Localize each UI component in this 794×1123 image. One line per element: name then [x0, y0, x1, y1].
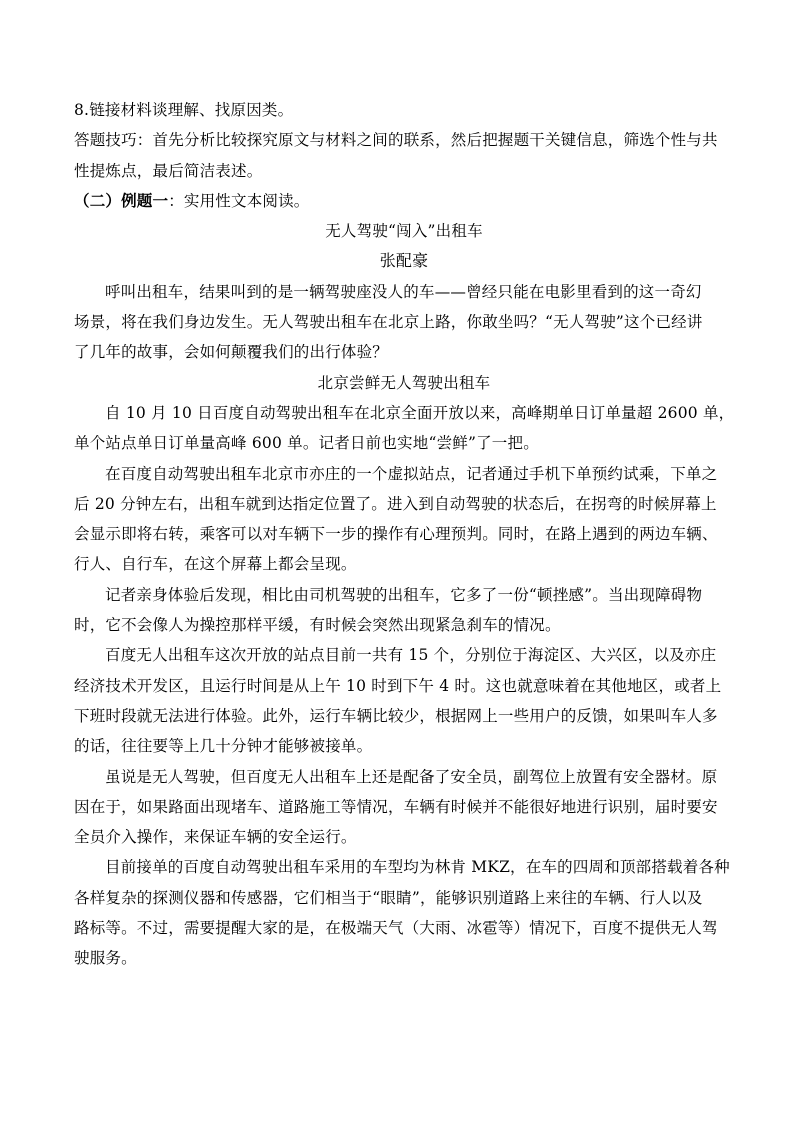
article-subheading: 北京尝鲜无人驾驶出租车 — [317, 373, 491, 392]
section-heading-8: 8.链接材料谈理解、找原因类。 — [74, 101, 294, 119]
p5-line-3: 全员介入操作，来保证车辆的安全运行。 — [74, 828, 357, 847]
p4-line-2: 经济技术开发区，且运行时间是从上午 10 时到下午 4 时。这也就意味着在其他地区，或者上 — [74, 676, 722, 695]
article-author: 张配豪 — [379, 251, 429, 271]
document-body — [74, 95, 734, 974]
p6-line-4: 驶服务。 — [74, 949, 137, 968]
example-heading — [74, 186, 734, 216]
p4-line-1: 百度无人出租车这次开放的站点目前一共有 15 个，分别位于海淀区、大兴区，以及亦庄 — [105, 646, 717, 665]
p1-line-1: 自 10 月 10 日百度自动驾驶出租车在北京全面开放以来，高峰期单日订单量超 2600 单， — [105, 403, 735, 422]
article-title: 无人驾驶“闯入”出租车 — [325, 222, 483, 241]
p4-line-3: 下班时段就无法进行体验。此外，运行车辆比较少，根据网上一些用户的反馈，如果叫车人多 — [74, 706, 718, 725]
p5-line-2: 因在于，如果路面出现堵车、道路施工等情况，车辆有时候并不能很好地进行识别，届时要安 — [74, 797, 718, 816]
p4-line-4: 的话，往往要等上几十分钟才能够被接单。 — [74, 737, 373, 756]
intro-line-3: 了几年的故事，会如何颠覆我们的出行体验？ — [74, 343, 389, 362]
p2-line-2: 后 20 分钟左右，出租车就到达指定位置了。进入到自动驾驶的状态后，在拐弯的时候屏幕上 — [74, 494, 717, 513]
p2-line-4: 行人、自行车，在这个屏幕上都会呈现。 — [74, 555, 357, 574]
intro-line-1: 呼叫出租车，结果叫到的是一辆驾驶座没人的车——曾经只能在电影里看到的这一奇幻 — [105, 282, 702, 301]
p5-line-1: 虽说是无人驾驶，但百度无人出租车上还是配备了安全员，副驾位上放置有安全器材。原 — [105, 767, 718, 786]
p6-line-1: 目前接单的百度自动驾驶出租车采用的车型均为林肯 MKZ，在车的四周和顶部搭载着各种 — [105, 858, 730, 877]
p2-line-3: 会显示即将右转，乘客可以对车辆下一步的操作有心理预判。同时，在路上遇到的两边车辆、 — [74, 525, 718, 544]
intro-line-2: 场景，将在我们身边发生。无人驾驶出租车在北京上路，你敢坐吗？“无人驾驶”这个已经讲 — [74, 313, 703, 332]
p3-line-1: 记者亲身体验后发现，相比由司机驾驶的出租车，它多了一份“顿挫感”。当出现障碍物 — [105, 585, 703, 604]
p3-line-2: 时，它不会像人为操控那样平缓，有时候会突然出现紧急刹车的情况。 — [74, 616, 561, 635]
answer-tip-line-2: 性提炼点，最后简洁表述。 — [74, 161, 263, 180]
example-heading-text: ：实用性文本阅读。 — [168, 191, 310, 210]
p6-line-3: 路标等。不过，需要提醒大家的是，在极端天气（大雨、冰雹等）情况下，百度不提供无人驾 — [74, 919, 718, 938]
p6-line-2: 各样复杂的探测仪器和传感器，它们相当于“眼睛”，能够识别道路上来往的车辆、行人以及 — [74, 888, 703, 907]
answer-tip-line-1: 答题技巧：首先分析比较探究原文与材料之间的联系，然后把握题干关键信息，筛选个性与共 — [74, 131, 718, 150]
example-heading-label: （二）例题一 — [74, 190, 169, 210]
p2-line-1: 在百度自动驾驶出租车北京市亦庄的一个虚拟站点，记者通过手机下单预约试乘，下单之 — [105, 464, 718, 483]
p1-line-2: 单个站点单日订单量高峰 600 单。记者日前也实地“尝鲜”了一把。 — [74, 434, 539, 453]
